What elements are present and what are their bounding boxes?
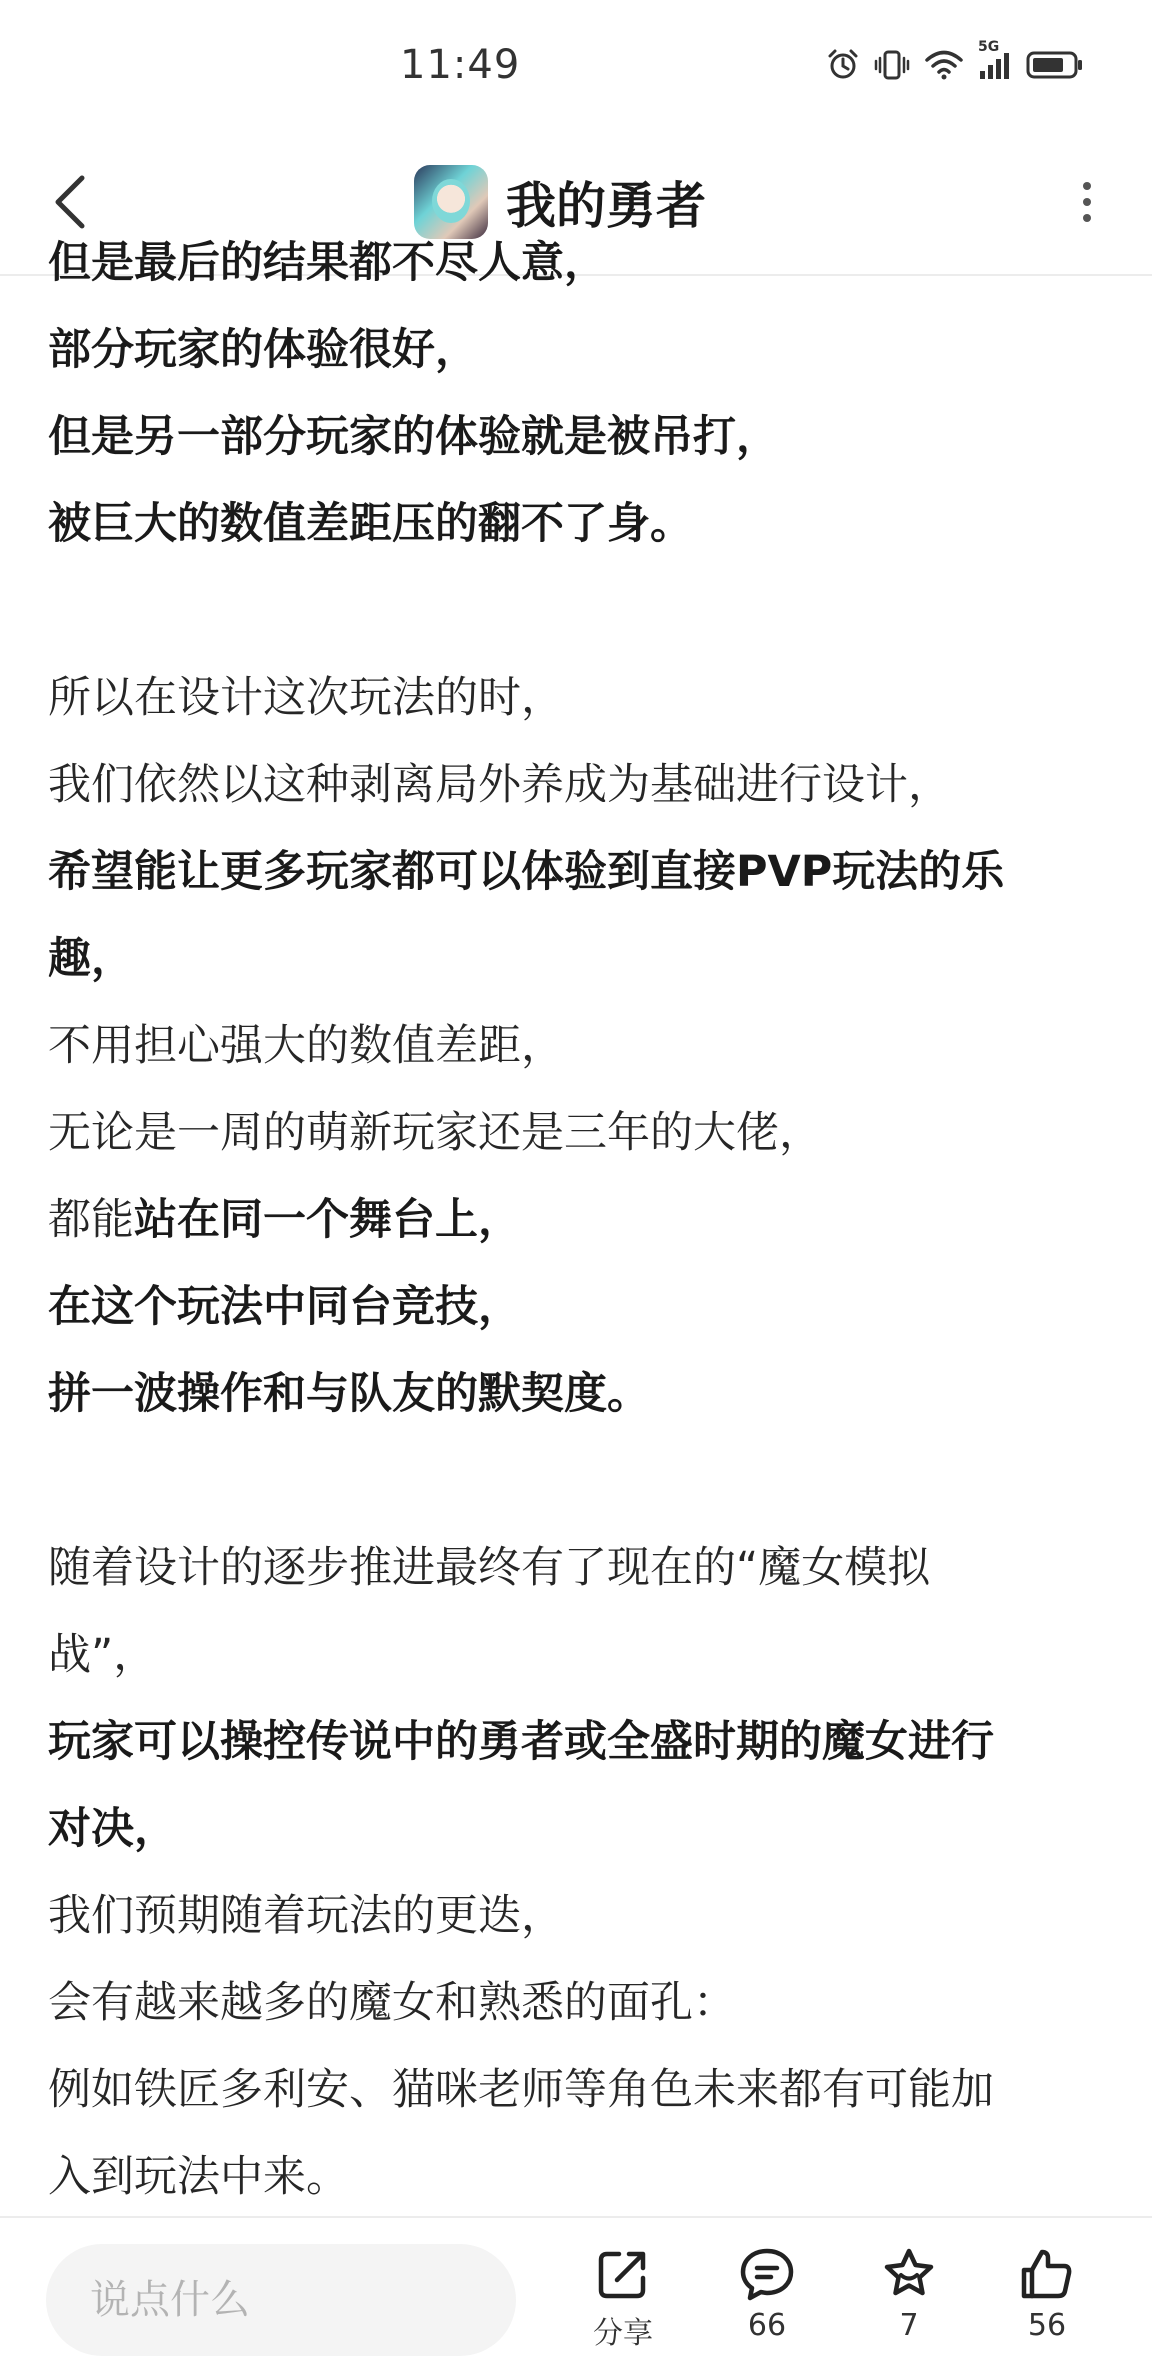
article-line xyxy=(48,1960,1108,2047)
favorite-count: 7 xyxy=(899,2308,919,2343)
bold-text: 被巨大的数值差距压的翻不了身。 xyxy=(48,499,693,549)
star-icon xyxy=(880,2246,938,2302)
article-line xyxy=(48,1612,1108,1699)
article-line xyxy=(48,394,1108,481)
body-text: 我们预期随着玩法的更迭， xyxy=(48,1891,564,1941)
article-line xyxy=(48,1351,1108,1438)
alarm-icon xyxy=(826,48,860,82)
article-line xyxy=(48,1699,1108,1786)
body-text: 随着设计的逐步推进最终有了现在的“魔女模拟 xyxy=(48,1543,931,1593)
like-count: 56 xyxy=(1027,2308,1067,2343)
comment-input[interactable] xyxy=(46,2244,516,2356)
body-text: 我们依然以这种剥离局外养成为基础进行设计， xyxy=(48,760,951,810)
body-text: 例如铁匠多利安、猫咪老师等角色未来都有可能加 xyxy=(48,2065,994,2115)
bold-text: 部分玩家的体验很好， xyxy=(48,325,478,375)
more-vertical-icon xyxy=(1083,182,1091,190)
article-lines xyxy=(48,220,1108,2221)
body-text: 所以在设计这次玩法的时， xyxy=(48,673,564,723)
status-bar xyxy=(0,0,1152,130)
article-line xyxy=(48,829,1108,916)
body-text: 战”， xyxy=(48,1630,157,1680)
article-line xyxy=(48,568,1108,655)
article-line xyxy=(48,307,1108,394)
article-line xyxy=(48,1090,1108,1177)
more-dot xyxy=(1083,198,1091,206)
network-label: 5G xyxy=(978,39,1000,55)
article-line xyxy=(48,220,1108,307)
status-icons xyxy=(826,39,1084,82)
battery-icon xyxy=(1026,50,1084,80)
article-line xyxy=(48,1177,1108,1264)
bold-text: 希望能让更多玩家都可以体验到直接PVP玩法的乐 xyxy=(48,847,1005,897)
article-line xyxy=(48,2047,1108,2134)
article-line xyxy=(48,916,1108,1003)
article-line xyxy=(48,1264,1108,1351)
body-text: 会有越来越多的魔女和熟悉的面孔： xyxy=(48,1978,736,2028)
bold-text: 但是另一部分玩家的体验就是被吊打， xyxy=(48,412,779,462)
thumbs-up-icon xyxy=(1018,2246,1076,2302)
article-line xyxy=(48,1438,1108,1525)
bold-text: 站在同一个舞台上， xyxy=(134,1195,521,1245)
vibrate-icon xyxy=(874,48,910,82)
comment-button[interactable] xyxy=(712,2246,822,2343)
page-title: 我的勇者 xyxy=(506,177,706,235)
bottom-action-bar xyxy=(0,2216,1152,2378)
share-label: 分享 xyxy=(593,2316,653,2351)
bold-text: 拼一波操作和与队友的默契度。 xyxy=(48,1369,650,1419)
article-line xyxy=(48,1525,1108,1612)
status-time: 11:49 xyxy=(400,42,521,88)
article-line xyxy=(48,481,1108,568)
article-line xyxy=(48,1786,1108,1873)
body-text: 无论是一周的萌新玩家还是三年的大佬， xyxy=(48,1108,822,1158)
bold-text: 对决， xyxy=(48,1804,177,1854)
favorite-button[interactable] xyxy=(854,2246,964,2343)
article-line xyxy=(48,742,1108,829)
article-line xyxy=(48,1873,1108,1960)
like-button[interactable] xyxy=(992,2246,1102,2343)
share-icon xyxy=(595,2246,651,2302)
bold-text: 趣， xyxy=(48,934,134,984)
comment-icon xyxy=(738,2246,796,2302)
article-line xyxy=(48,655,1108,742)
article-body[interactable] xyxy=(0,238,1152,2216)
article-line xyxy=(48,2134,1108,2221)
body-text: 都能 xyxy=(48,1195,134,1245)
article-line xyxy=(48,1003,1108,1090)
body-text: 不用担心强大的数值差距， xyxy=(48,1021,564,1071)
comment-count: 66 xyxy=(747,2308,787,2343)
bold-text: 玩家可以操控传说中的勇者或全盛时期的魔女进行 xyxy=(48,1717,994,1767)
bold-text: 但是最后的结果都不尽人意， xyxy=(48,238,607,288)
body-text: 入到玩法中来。 xyxy=(48,2152,349,2202)
wifi-icon xyxy=(924,49,964,81)
signal-5g-icon xyxy=(978,39,1012,81)
bold-text: 在这个玩法中同台竞技， xyxy=(48,1282,521,1332)
share-button[interactable] xyxy=(568,2246,678,2352)
